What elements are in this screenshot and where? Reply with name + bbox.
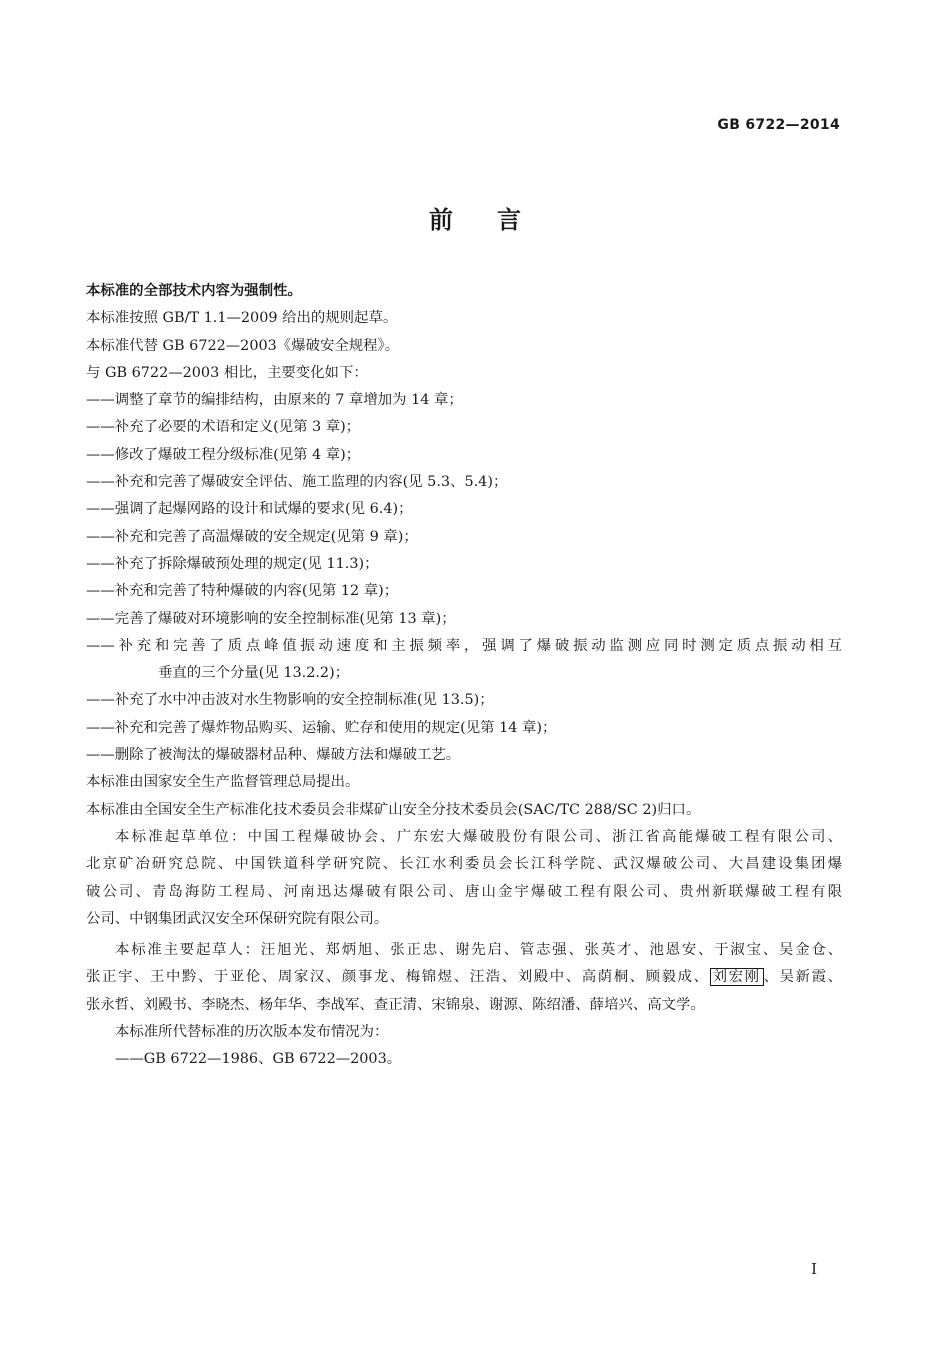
paragraph-drafting-rules: 本标准按照 GB/T 1.1—2009 给出的规则起草。	[86, 310, 398, 327]
paragraph-mandatory: 本标准的全部技术内容为强制性。	[86, 283, 302, 299]
standard-code: GB 6722—2014	[717, 117, 840, 133]
drafting-units-line: 破公司、青岛海防工程局、河南迅达爆破有限公司、唐山金宇爆破工程有限公司、贵州新联爆破工程有限	[86, 883, 842, 900]
change-item: ——修改了爆破工程分级标准(见第 4 章)；	[86, 446, 361, 463]
change-item: ——补充和完善了爆破安全评估、施工监理的内容(见 5.3、5.4)；	[86, 474, 508, 491]
foreword-body	[86, 278, 842, 1074]
drafters-line: 张永哲、刘殿书、李晓杰、杨年华、李战军、查正清、宋锦泉、谢源、陈绍潘、薛培兴、高文学。	[86, 996, 705, 1013]
change-item: ——调整了章节的编排结构，由原来的 7 章增加为 14 章；	[86, 392, 463, 409]
paragraph-proposed-by: 本标准由国家安全生产监督管理总局提出。	[86, 774, 360, 791]
change-item: ——删除了被淘汰的爆破器材品种、爆破方法和爆破工艺。	[86, 747, 461, 764]
change-item: ——补充和完善了高温爆破的安全规定(见第 9 章)；	[86, 528, 418, 545]
change-item: ——补充和完善了爆炸物品购买、运输、贮存和使用的规定(见第 14 章)；	[86, 719, 557, 736]
drafting-units-line: 本标准起草单位：中国工程爆破协会、广东宏大爆破股份有限公司、浙江省高能爆破工程有限公司、	[115, 828, 842, 845]
drafting-units-line: 公司、中钢集团武汉安全环保研究院有限公司。	[86, 910, 389, 927]
change-item: ——补充了水中冲击波对水生物影响的安全控制标准(见 13.5)；	[86, 692, 494, 709]
paragraph-replaces: 本标准代替 GB 6722—2003《爆破安全规程》。	[86, 337, 400, 354]
drafters-line: 本标准主要起草人：汪旭光、郑炳旭、张正忠、谢先启、管志强、张英才、池恩安、于淑宝、吴金仓、	[115, 942, 842, 959]
paragraph-changes-intro: 与 GB 6722—2003 相比，主要变化如下：	[86, 364, 368, 381]
change-item: ——补充和完善了特种爆破的内容(见第 12 章)；	[86, 583, 399, 600]
paragraph-administered-by: 本标准由全国安全生产标准化技术委员会非煤矿山安全分技术委员会(SAC/TC 288/SC 2)归口。	[86, 801, 701, 818]
change-item: ——补充了必要的术语和定义(见第 3 章)；	[86, 419, 361, 436]
change-item: ——补充和完善了质点峰值振动速度和主振频率，强调了爆破振动监测应同时测定质点振动相互	[86, 637, 842, 654]
boxed-name: 刘宏刚	[710, 968, 764, 986]
history-item: ——GB 6722—1986、GB 6722—2003。	[115, 1051, 402, 1068]
title-char-2: 言	[497, 206, 521, 234]
change-item-continuation: 垂直的三个分量(见 13.2.2)；	[158, 665, 350, 682]
drafters-names: 、吴新霞、	[763, 969, 842, 986]
page-number: I	[811, 1260, 817, 1278]
paragraph-history-intro: 本标准所代替标准的历次版本发布情况为：	[115, 1024, 389, 1041]
change-item: ——补充了拆除爆破预处理的规定(见 11.3)；	[86, 555, 379, 572]
drafting-units-line: 北京矿冶研究总院、中国铁道科学研究院、长江水利委员会长江科学院、武汉爆破公司、大昌建设集团爆	[86, 856, 842, 873]
page-title	[0, 200, 950, 235]
title-char-1: 前	[429, 206, 453, 234]
change-item: ——完善了爆破对环境影响的安全控制标准(见第 13 章)；	[86, 610, 456, 627]
drafters-names: 张正宇、王中黔、于亚伦、周家汉、颜事龙、梅锦煜、汪浩、刘殿中、高荫桐、顾毅成、	[86, 969, 710, 986]
change-item: ——强调了起爆网路的设计和试爆的要求(见 6.4)；	[86, 501, 413, 518]
drafters-line	[86, 964, 842, 991]
